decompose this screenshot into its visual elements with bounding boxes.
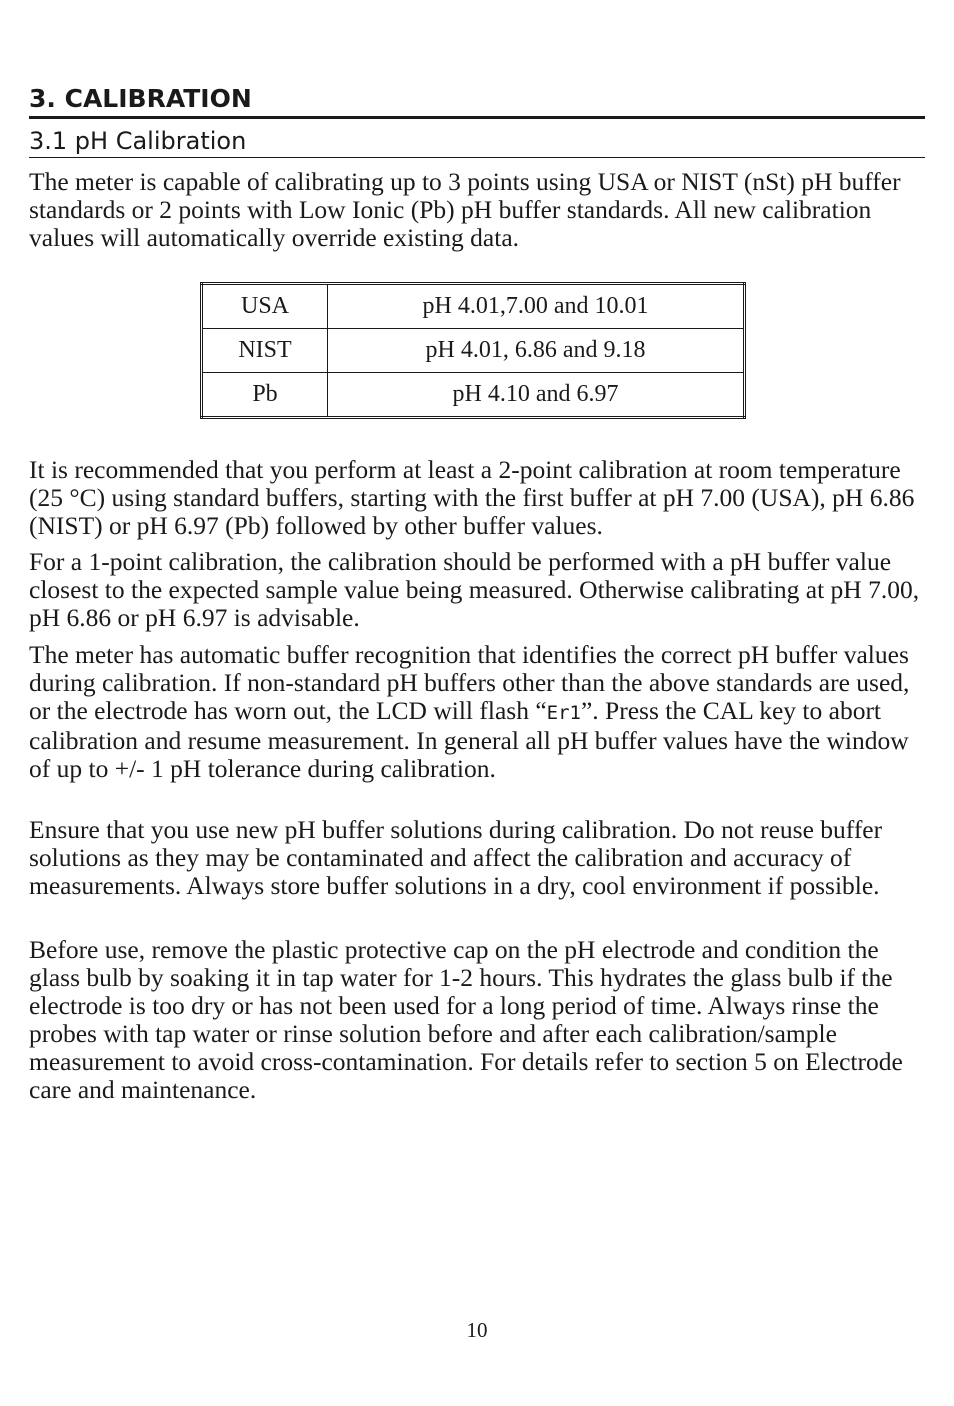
one-point-paragraph: For a 1-point calibration, the calibration should be performed with a pH buffer value closest to the expected sample value being measured. Otherwise calibrating at pH 7.00, pH 6.86 or pH 6.97 is advisable.	[29, 547, 920, 632]
recognition-text-before: The meter has automatic buffer recognition that identifies the correct pH buffer values during calibration. If non-standard pH buffers other than the above standards are used, or the electrode has worn out, the LCD will flash “	[29, 640, 910, 725]
table-cell-standard: Pb	[202, 373, 328, 418]
table-row	[202, 373, 745, 418]
section-heading-rule	[29, 116, 925, 119]
table-row	[202, 284, 745, 329]
table-cell-values: pH 4.01, 6.86 and 9.18	[328, 329, 745, 373]
page-number: 10	[466, 1318, 488, 1342]
buffer-recognition-paragraph	[29, 641, 925, 783]
table-row	[202, 329, 745, 373]
table-cell-standard: NIST	[202, 329, 328, 373]
recognition-text-after: ”. Press the CAL key to abort calibration and resume measurement. In general all pH buffer values have the window of up to +/- 1 pH tolerance during calibration.	[29, 696, 909, 783]
table-cell-values: pH 4.01,7.00 and 10.01	[328, 284, 745, 329]
subsection-heading: 3.1 pH Calibration	[29, 127, 247, 155]
table-cell-values: pH 4.10 and 6.97	[328, 373, 745, 418]
intro-paragraph: The meter is capable of calibrating up to 3 points using USA or NIST (nSt) pH buffer standards or 2 points with Low Ionic (Pb) pH buffer standards. All new calibration values will automatically override existing data.	[29, 167, 901, 252]
section-heading: 3. CALIBRATION	[29, 84, 252, 113]
before-use-paragraph: Before use, remove the plastic protective cap on the pH electrode and condition the glass bulb by soaking it in tap water for 1-2 hours. This hydrates the glass bulb if the electrode is too dry or has not been used for a long period of time. Always rinse the probes with tap water or rinse solution before and after each calibration/sample measurement to avoid cross-contamination. For details refer to section 5 on Electrode care and maintenance.	[29, 935, 903, 1104]
recommendation-paragraph: It is recommended that you perform at least a 2-point calibration at room temperature (25 °C) using standard buffers, starting with the first buffer at pH 7.00 (USA), pH 6.86 (NIST) or pH 6.97 (Pb) followed by other buffer values.	[29, 455, 915, 540]
table-cell-standard: USA	[202, 284, 328, 329]
subsection-heading-rule	[29, 157, 925, 158]
buffer-standards-table	[200, 282, 746, 419]
new-solutions-paragraph: Ensure that you use new pH buffer solutions during calibration. Do not reuse buffer solutions as they may be contaminated and affect the calibration and accuracy of measurements. Always store buffer solutions in a dry, cool environment if possible.	[29, 815, 883, 900]
error-code: Er1	[546, 702, 581, 724]
